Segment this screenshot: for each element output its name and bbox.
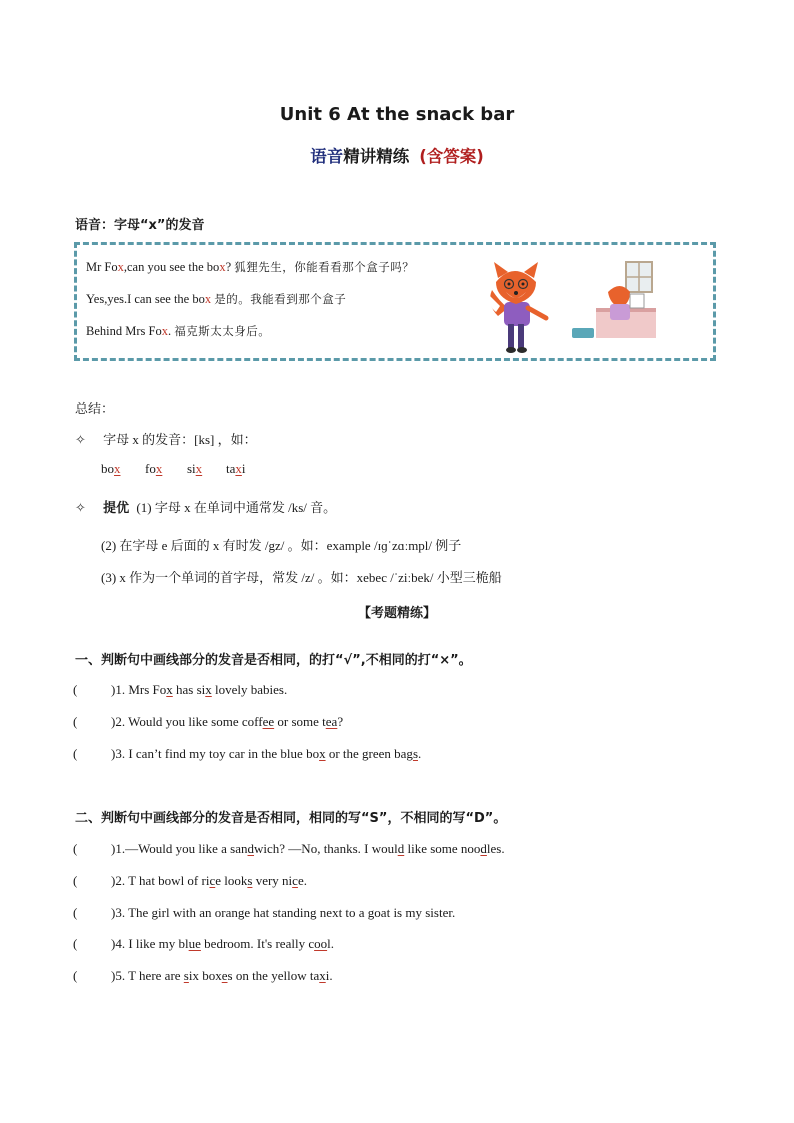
page-subtitle <box>0 143 794 167</box>
summary-item-1: ✧ 字母 x 的发音：[ks] ，如： <box>75 432 257 447</box>
summary-label: 总结： <box>75 402 115 417</box>
part2-q5: ( )5. T here are six boxes on the yellow taxi. <box>73 968 333 983</box>
tip-label: 提优 <box>103 501 130 516</box>
practice-heading: 【考题精练】 <box>357 606 436 621</box>
box-line-3: Behind Mrs Fox. 福克斯太太身后。 <box>86 324 271 338</box>
part2-q1: ( )1.—Would you like a sandwich? —No, thanks. I would like some noodles. <box>73 841 505 856</box>
phonics-label: 语音：字母“x”的发音 <box>75 218 205 233</box>
part1-instruction: 一、判断句中画线部分的发音是否相同，的打“√”,不相同的打“×”。 <box>75 653 472 668</box>
part2-q4: ( )4. I like my blue bedroom. It's really cool. <box>73 936 334 951</box>
subtitle-answers: (含答案) <box>419 147 484 166</box>
subtitle-practice: 精讲精练 <box>343 147 410 166</box>
box-line-1: Mr Fox,can you see the box? 狐狸先生，你能看看那个盒子吗？ <box>86 260 415 274</box>
box-line-2: Yes,yes.I can see the box 是的。我能看到那个盒子 <box>86 292 347 306</box>
tip-3: (3) x 作为一个单词的首字母，常发 /z/ 。如：xebec /ˈziːbek/ 小型三桅船 <box>101 570 502 585</box>
part2-instruction: 二、判断句中画线部分的发音是否相同，相同的写“S”，不相同的写“D”。 <box>75 811 507 826</box>
fox-illustration <box>484 256 660 356</box>
tip-1: ✧ 提优 (1) 字母 x 在单词中通常发 /ks/ 音。 <box>75 500 337 516</box>
part1-q1: ( )1. Mrs Fox has six lovely babies. <box>73 682 288 697</box>
diamond-bullet-icon: ✧ <box>75 500 86 515</box>
part2-q3: ( )3. The girl with an orange hat standing next to a goat is my sister. <box>73 905 456 920</box>
page-title: Unit 6 At the snack bar <box>279 104 515 125</box>
fox-character <box>490 262 546 353</box>
summary-examples: box fox six taxi <box>101 461 246 476</box>
part1-q2: ( )2. Would you like some coffee or some tea? <box>73 714 344 729</box>
room-scene <box>596 262 656 338</box>
subtitle-phonics: 语音 <box>310 147 344 166</box>
box-object <box>572 328 594 338</box>
diamond-bullet-icon: ✧ <box>75 432 86 447</box>
part1-q3: ( )3. I can’t find my toy car in the blue box or the green bags. <box>73 746 422 761</box>
part2-q2: ( )2. T hat bowl of rice looks very nice. <box>73 873 307 888</box>
tip-2: (2) 在字母 e 后面的 x 有时发 /gz/ 。如：example /ɪɡˈzɑːmpl/ 例子 <box>101 538 462 553</box>
